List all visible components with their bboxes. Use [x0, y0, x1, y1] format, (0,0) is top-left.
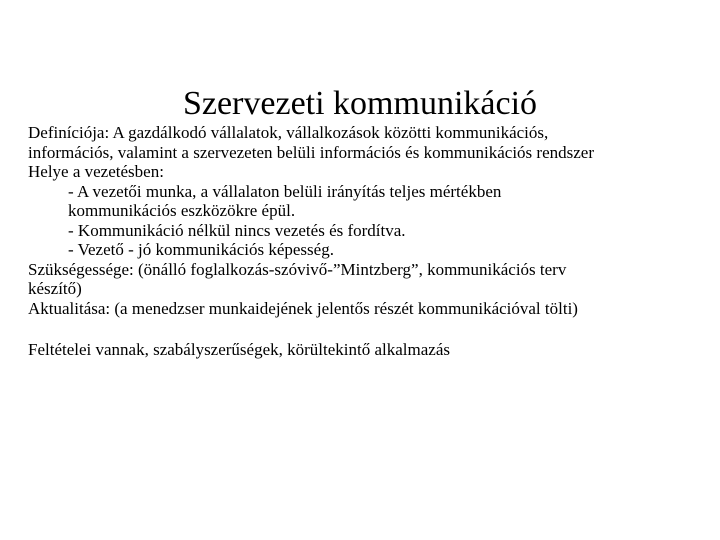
place-item-1-line-2: kommunikációs eszközökre épül. [68, 201, 296, 220]
slide-body [28, 123, 708, 360]
spacer [28, 318, 708, 340]
place-item-3: - Vezető - jó kommunikációs képesség. [68, 240, 334, 259]
place-item-1-line-1: - A vezetői munka, a vállalaton belüli irányítás teljes mértékben [68, 181, 502, 201]
conditions-line: Feltételei vannak, szabályszerűségek, körültekintő alkalmazás [28, 340, 451, 359]
necessity-line-2: készítő) [28, 279, 82, 298]
definition-line-1: Definíciója: A gazdálkodó vállalatok, vállalkozások közötti kommunikációs, [28, 123, 549, 142]
necessity-line-1: Szükségessége: (önálló foglalkozás-szóvivő-”Mintzberg”, kommunikációs terv [28, 259, 567, 279]
actuality-line: Aktualitása: (a menedzser munkaidejének jelentős részét kommunikációval tölti) [28, 298, 578, 318]
place-item-2: - Kommunikáció nélkül nincs vezetés és fordítva. [68, 220, 406, 240]
slide-title: Szervezeti kommunikáció [182, 85, 538, 122]
place-heading: Helye a vezetésben: [28, 162, 164, 181]
definition-line-2: információs, valamint a szervezeten belüli információs és kommunikációs rendszer [28, 142, 594, 162]
